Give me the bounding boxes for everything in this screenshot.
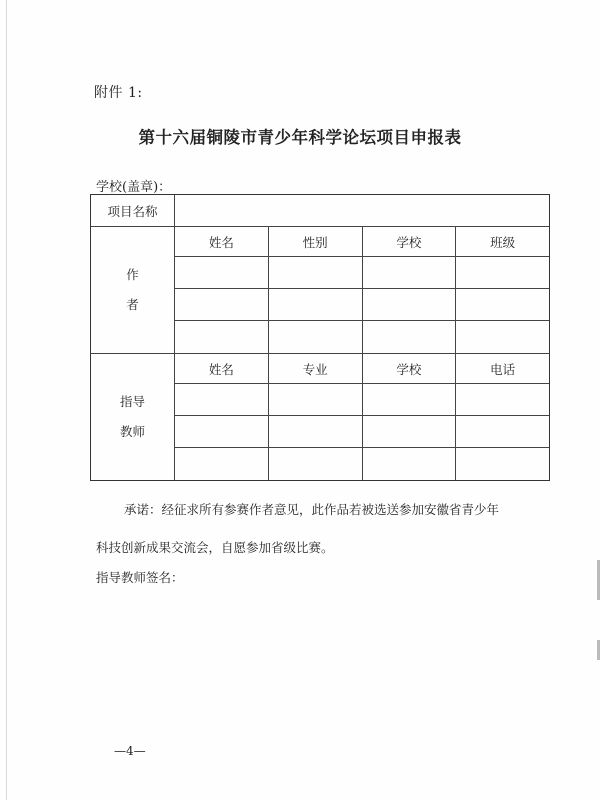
advisor-row (175, 448, 549, 480)
advisor-phone-field[interactable] (456, 384, 549, 415)
attachment-label: 附件 1: (94, 85, 143, 101)
school-seal-label: 学校(盖章)： (96, 180, 172, 195)
advisors-label-line-1: 指导 (119, 394, 145, 409)
author-gender-field[interactable] (269, 289, 363, 320)
project-name-field[interactable] (175, 195, 549, 226)
author-row (175, 321, 549, 353)
authors-grid (175, 227, 549, 353)
page-number: —4— (114, 744, 146, 758)
author-gender-field[interactable] (269, 257, 363, 288)
author-school-field[interactable] (363, 289, 457, 320)
author-row (175, 289, 549, 321)
advisors-header-name: 姓名 (175, 354, 269, 383)
advisors-header-major: 专业 (269, 354, 363, 383)
advisors-header-school: 学校 (363, 354, 457, 383)
advisor-major-field[interactable] (269, 384, 363, 415)
advisor-phone-field[interactable] (456, 448, 549, 480)
author-class-field[interactable] (456, 321, 549, 353)
author-class-field[interactable] (456, 289, 549, 320)
authors-label (91, 227, 175, 353)
author-school-field[interactable] (363, 257, 457, 288)
authors-label-char-1: 作 (126, 267, 139, 282)
author-gender-field[interactable] (269, 321, 363, 353)
advisors-header-phone: 电话 (490, 361, 516, 377)
advisor-phone-field[interactable] (456, 416, 549, 447)
project-name-label: 项目名称 (91, 195, 175, 226)
commitment-text-line-2: 科技创新成果交流会，自愿参加省级比赛。 (96, 540, 334, 555)
commitment-text-line-1: 承诺：经征求所有参赛作者意见，此作品若被选送参加安徽省青少年 (124, 502, 500, 517)
advisor-school-field[interactable] (363, 416, 457, 447)
author-name-field[interactable] (175, 289, 269, 320)
authors-header-name: 姓名 (175, 227, 269, 256)
advisor-major-field[interactable] (269, 448, 363, 480)
advisor-school-field[interactable] (363, 448, 457, 480)
author-name-field[interactable] (175, 257, 269, 288)
authors-label-char-2: 者 (126, 297, 139, 312)
advisor-name-field[interactable] (175, 416, 269, 447)
advisor-school-field[interactable] (363, 384, 457, 415)
author-row (175, 257, 549, 289)
application-form-table (90, 194, 550, 481)
authors-header-row (175, 227, 549, 257)
advisor-row (175, 416, 549, 448)
advisor-major-field[interactable] (269, 416, 363, 447)
scan-edge-line (6, 0, 7, 800)
advisors-label-line-2: 教师 (119, 424, 145, 439)
form-title: 第十六届铜陵市青少年科学论坛项目申报表 (138, 128, 462, 147)
author-class-field[interactable] (456, 257, 549, 288)
advisor-name-field[interactable] (175, 384, 269, 415)
advisors-section (91, 354, 549, 480)
project-name-row (91, 195, 549, 227)
advisors-header-row (175, 354, 549, 384)
advisors-label (91, 354, 175, 480)
authors-header-class: 班级 (490, 234, 516, 250)
author-name-field[interactable] (175, 321, 269, 353)
authors-section (91, 227, 549, 354)
advisor-row (175, 384, 549, 416)
advisors-grid (175, 354, 549, 480)
advisor-signature-label: 指导教师签名： (96, 570, 184, 585)
author-school-field[interactable] (363, 321, 457, 353)
advisor-name-field[interactable] (175, 448, 269, 480)
authors-header-gender: 性别 (269, 227, 363, 256)
authors-header-school: 学校 (363, 227, 457, 256)
